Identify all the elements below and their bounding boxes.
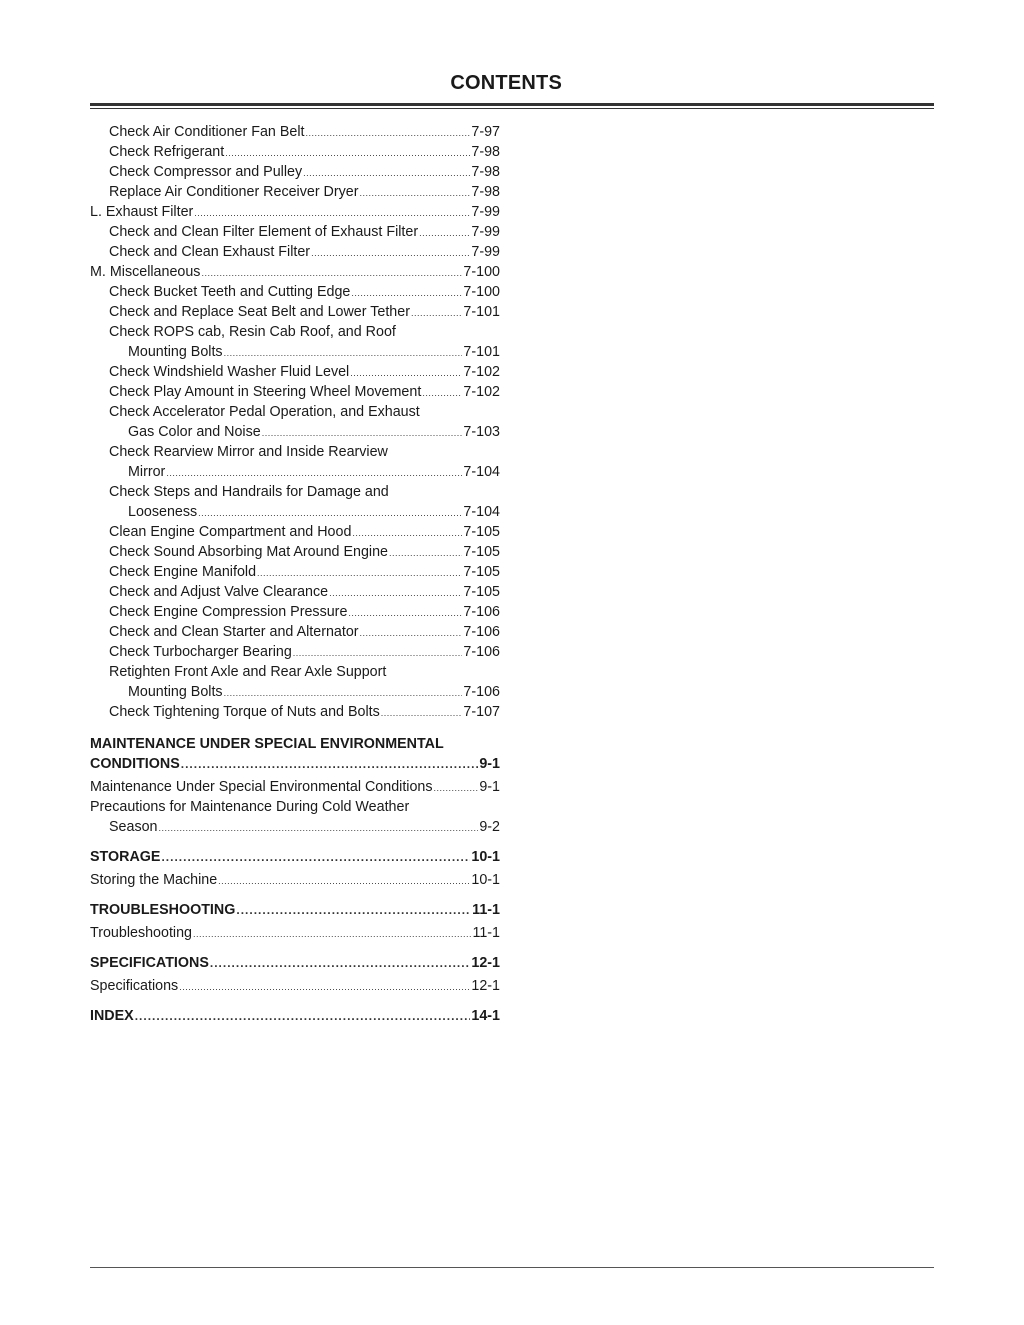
toc-entry-label: Check Air Conditioner Fan Belt [109,124,305,140]
toc-entry-label: Mirror [128,464,166,480]
leader-dots [262,423,463,443]
toc-entry[interactable] [90,382,500,402]
leader-dots [210,953,470,973]
toc-page-number: 7-99 [471,204,500,220]
toc-entry-label: Check and Clean Starter and Alternator [109,624,359,640]
toc-page-number: 9-1 [479,779,500,795]
toc-entry[interactable] [90,602,500,622]
toc-entry-label: Clean Engine Compartment and Hood [109,524,352,540]
leader-dots [198,503,462,523]
toc-entry-label: Looseness [128,504,198,520]
toc-entry-label: Check Engine Manifold [109,564,257,580]
toc-page-number: 7-100 [463,264,500,280]
toc-entry[interactable]: Check Accelerator Pedal Operation, and Exhaust [109,404,420,420]
toc-entry[interactable] [90,422,500,442]
leader-dots [419,223,470,243]
leader-dots [293,643,463,663]
section-heading-label: SPECIFICATIONS [90,955,209,971]
section-page-number: 10-1 [471,849,500,865]
section-heading-label: INDEX [90,1008,134,1024]
toc-page-number: 11-1 [472,925,500,941]
toc-page-number: 7-106 [463,604,500,620]
toc-page-number: 7-102 [463,384,500,400]
leader-dots [360,183,471,203]
toc-entry[interactable]: Check ROPS cab, Resin Cab Roof, and Roof [109,324,396,340]
leader-dots [381,703,463,723]
toc-page-number: 7-98 [471,144,500,160]
toc-page-number: 7-102 [463,364,500,380]
toc-page-number: 7-104 [463,464,500,480]
leader-dots [389,543,462,563]
section-heading-label: STORAGE [90,849,161,865]
toc-entry-label: Check Turbocharger Bearing [109,644,292,660]
toc-page-number: 7-99 [471,244,500,260]
toc-entry[interactable] [90,562,500,582]
leader-dots [411,303,462,323]
section-page-number: 12-1 [471,955,500,971]
toc-entry-label: Check Play Amount in Steering Wheel Movement [109,384,422,400]
toc-page-number: 7-97 [471,124,500,140]
section-heading-specifications[interactable] [90,953,500,973]
leader-dots [159,818,479,838]
toc-entry[interactable] [90,777,500,797]
leader-dots [329,583,462,603]
leader-dots [179,977,470,997]
toc-entry-label: Maintenance Under Special Environmental Conditions [90,779,433,795]
toc-entry[interactable] [90,142,500,162]
toc-entry[interactable] [90,522,500,542]
toc-entry-label: Check Sound Absorbing Mat Around Engine [109,544,388,560]
toc-entry-label: Check and Replace Seat Belt and Lower Tether [109,304,410,320]
toc-entry[interactable] [90,870,500,890]
toc-entry[interactable] [90,582,500,602]
header-rule [90,103,934,109]
toc-entry-label: Check Bucket Teeth and Cutting Edge [109,284,351,300]
toc-entry-label: Specifications [90,978,179,994]
toc-entry[interactable] [90,162,500,182]
leader-dots [236,900,471,920]
leader-dots [225,143,470,163]
section-heading-storage[interactable] [90,847,500,867]
toc-entry[interactable] [90,342,500,362]
section-heading-special-line1[interactable]: MAINTENANCE UNDER SPECIAL ENVIRONMENTAL [90,736,444,752]
leader-dots [352,523,462,543]
toc-entry-label: M. Miscellaneous [90,264,201,280]
leader-dots [303,163,470,183]
toc-entry-label: Check Refrigerant [109,144,225,160]
leader-dots [201,263,462,283]
toc-entry-label: Check Compressor and Pulley [109,164,303,180]
leader-dots [434,778,479,798]
toc-entry-label: Season [109,819,158,835]
toc-entry[interactable] [90,976,500,996]
toc-page-number: 7-106 [463,684,500,700]
toc-entry[interactable]: Retighten Front Axle and Rear Axle Support [109,664,387,680]
toc-page-number: 7-106 [463,624,500,640]
toc-page-number: 7-106 [463,644,500,660]
toc-page-number: 7-98 [471,184,500,200]
toc-entry-label: Check Windshield Washer Fluid Level [109,364,350,380]
leader-dots [311,243,470,263]
toc-entry[interactable] [90,302,500,322]
leader-dots [257,563,462,583]
leader-dots [135,1006,471,1026]
toc-entry[interactable] [90,202,500,222]
toc-entry-label: Check and Adjust Valve Clearance [109,584,329,600]
toc-entry-label: Check Tightening Torque of Nuts and Bolts [109,704,380,720]
toc-entry-label: Troubleshooting [90,925,192,941]
toc-page-number: 7-105 [463,544,500,560]
section-page-number: 9-1 [479,756,500,772]
toc-entry[interactable] [90,282,500,302]
toc-entry[interactable] [90,182,500,202]
toc-entry-label: Check and Clean Filter Element of Exhaust Filter [109,224,419,240]
section-heading-label: CONDITIONS [90,756,180,772]
toc-page-number: 7-99 [471,224,500,240]
toc-entry-list [90,122,500,722]
leader-dots [422,383,462,403]
toc-page-number: 7-105 [463,524,500,540]
footer-rule [90,1267,934,1268]
toc-entry[interactable] [90,222,500,242]
leader-dots [350,363,462,383]
toc-entry-label: Check and Clean Exhaust Filter [109,244,311,260]
toc-entry[interactable] [90,122,500,142]
toc-entry[interactable]: Check Rearview Mirror and Inside Rearview [109,444,388,460]
leader-dots [351,283,462,303]
toc-entry-label: Mounting Bolts [128,344,223,360]
leader-dots [181,754,479,774]
toc-entry[interactable] [90,817,500,837]
section-heading-troubleshooting[interactable] [90,900,500,920]
leader-dots [306,123,471,143]
toc-entry[interactable] [90,362,500,382]
toc-entry[interactable]: Check Steps and Handrails for Damage and [109,484,389,500]
page-title: CONTENTS [450,72,562,94]
toc-entry[interactable] [90,502,500,522]
toc-entry[interactable] [90,462,500,482]
section-page-number: 14-1 [471,1008,500,1024]
toc-entry[interactable] [90,542,500,562]
section-page-number: 11-1 [472,902,500,918]
leader-dots [360,623,463,643]
section-heading-special[interactable] [90,754,500,774]
toc-page-number: 7-103 [463,424,500,440]
toc-page-number: 7-107 [463,704,500,720]
toc-entry-label[interactable]: Precautions for Maintenance During Cold Weather [90,799,410,815]
toc-page-number: 7-100 [463,284,500,300]
toc-entry-label: Replace Air Conditioner Receiver Dryer [109,184,359,200]
toc-page-number: 7-104 [463,504,500,520]
toc-page-number: 7-101 [463,344,500,360]
toc-entry[interactable] [90,622,500,642]
toc-entry[interactable] [90,242,500,262]
toc-entry-label: Mounting Bolts [128,684,223,700]
section-heading-index[interactable] [90,1006,500,1026]
toc-page-number: 9-2 [479,819,500,835]
toc-page-number: 12-1 [471,978,500,994]
leader-dots [161,847,470,867]
leader-dots [166,463,462,483]
toc-page-number: 7-101 [463,304,500,320]
toc-entry[interactable] [90,702,500,722]
toc-entry-label: Gas Color and Noise [128,424,261,440]
toc-entry[interactable] [90,682,500,702]
toc-page-number: 7-105 [463,564,500,580]
section-heading-label: TROUBLESHOOTING [90,902,236,918]
leader-dots [224,343,463,363]
toc-page-number: 10-1 [471,872,500,888]
leader-dots [224,683,463,703]
leader-dots [194,203,470,223]
leader-dots [193,924,471,944]
toc-entry-label: L. Exhaust Filter [90,204,194,220]
toc-entry-label: Storing the Machine [90,872,218,888]
toc-entry-label: Check Engine Compression Pressure [109,604,348,620]
leader-dots [218,871,470,891]
toc-entry[interactable] [90,262,500,282]
leader-dots [348,603,462,623]
toc-page-number: 7-98 [471,164,500,180]
table-of-contents [90,122,500,1026]
toc-page-number: 7-105 [463,584,500,600]
toc-entry[interactable] [90,923,500,943]
toc-entry[interactable] [90,642,500,662]
